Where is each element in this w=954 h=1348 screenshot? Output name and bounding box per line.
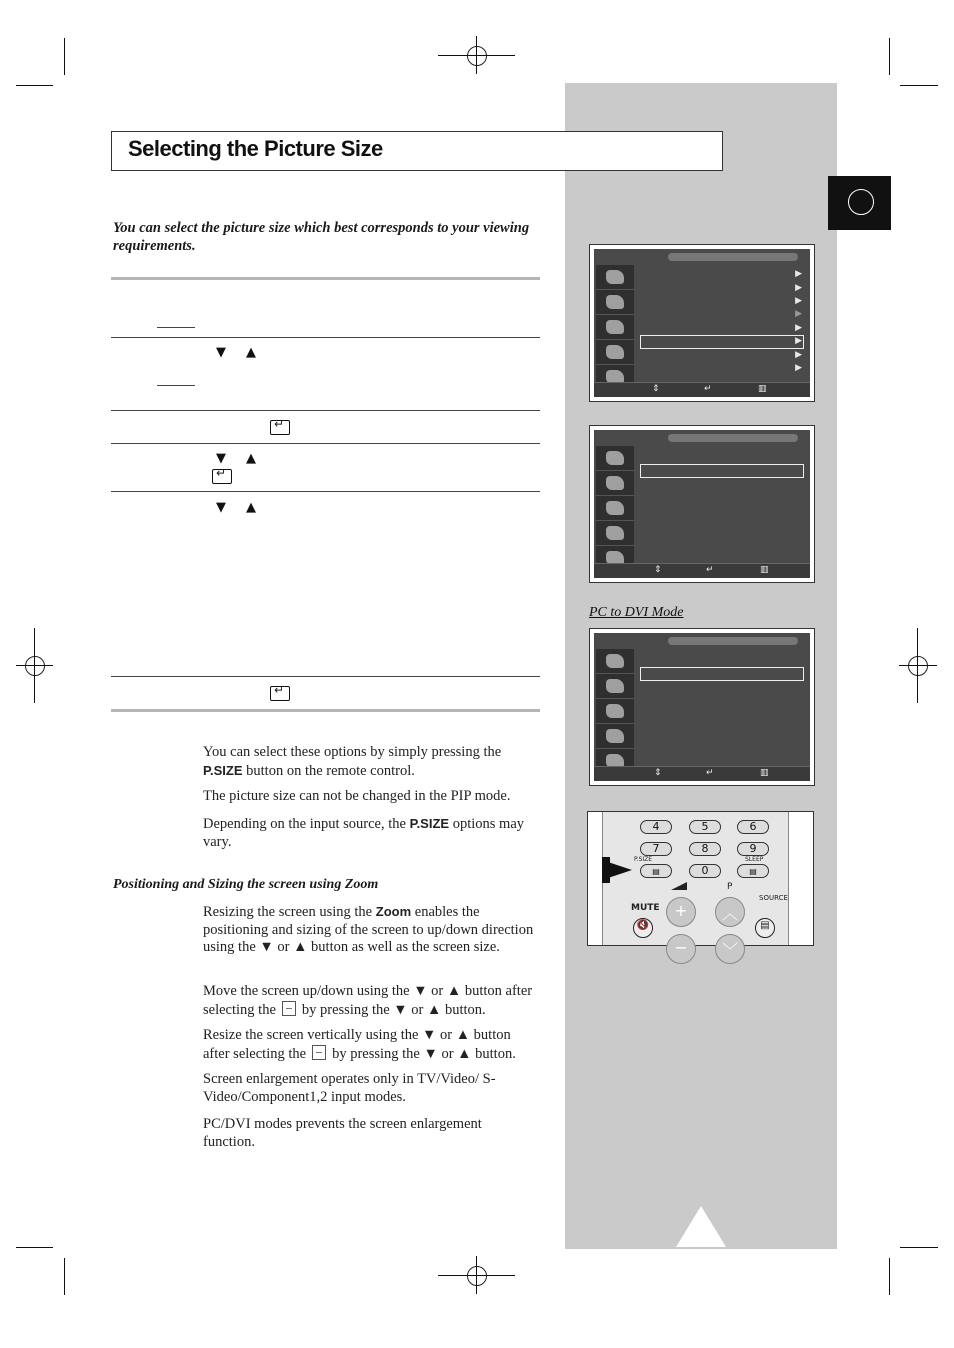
input-icon (596, 649, 634, 674)
sound-icon (596, 315, 634, 340)
registration-line (34, 628, 35, 703)
note-pip (203, 788, 538, 806)
osd-title-bar (668, 434, 798, 442)
step-divider (111, 443, 540, 444)
crop-mark (64, 1258, 65, 1295)
crop-mark (16, 1247, 53, 1248)
mute-label: MUTE (631, 903, 660, 913)
enter-nav-icon: ↵ (706, 565, 714, 575)
source-icon: ▤ (755, 918, 775, 938)
volume-down-button: − (666, 934, 696, 964)
mute-icon: 🔇 (633, 918, 653, 938)
zoom-text: enables the positioning and sizing of the screen to up/down direction using the ▼ or ▲ button as well as the screen size. (203, 904, 534, 955)
crop-mark (900, 85, 938, 86)
psize-label: P.SIZE (634, 856, 653, 863)
pointer-arrow-icon (602, 860, 632, 880)
osd-menu-arrow-icon: ▶ (795, 309, 802, 319)
osd-selected-row (640, 335, 804, 349)
up-arrow-icon: ▲ (246, 451, 256, 466)
resize-icon (312, 1045, 326, 1060)
down-arrow-icon: ▼ (216, 345, 226, 360)
osd-menu-arrow-icon: ▶ (795, 363, 802, 373)
osd-nav-bar (594, 382, 810, 397)
updown-icon: ⇕ (654, 565, 662, 575)
page-title: Selecting the Picture Size (128, 136, 383, 161)
osd-title-bar (668, 253, 798, 261)
crop-mark (64, 38, 65, 75)
registration-line (476, 1256, 477, 1294)
table-bottom-rule (111, 709, 540, 712)
crop-mark (900, 1247, 938, 1248)
sleep-key: ▤ (737, 864, 769, 878)
osd-screen-pc-dvi (589, 628, 815, 786)
osd-title-bar (668, 637, 798, 645)
osd-icon-column (596, 265, 634, 390)
key-9: 9 (737, 842, 769, 856)
registration-line (917, 628, 918, 703)
note-psize (203, 744, 538, 780)
key-6: 6 (737, 820, 769, 834)
note-text: You can select these options by simply pressing the (203, 744, 502, 760)
table-top-rule (111, 277, 540, 280)
step-divider (111, 410, 540, 411)
channel-down-button: ﹀ (715, 934, 745, 964)
zoom-p5: PC/DVI modes prevents the screen enlargement function. (203, 1116, 482, 1150)
osd-menu-arrow-icon: ▶ (795, 283, 802, 293)
enter-nav-icon: ↵ (704, 384, 712, 394)
tab-circle-icon (848, 189, 874, 215)
title-box (111, 131, 723, 171)
osd-icon-column (596, 446, 634, 571)
down-arrow-icon: ▼ (216, 451, 226, 466)
osd-selected-row (640, 464, 804, 478)
up-arrow-icon: ▲ (246, 345, 256, 360)
sound-icon (596, 496, 634, 521)
enter-icon (270, 686, 290, 701)
key-0: 0 (689, 864, 721, 878)
crop-mark (889, 1258, 890, 1295)
updown-icon: ⇕ (652, 384, 660, 394)
osd-inner (594, 430, 810, 578)
source-label: SOURCE (759, 894, 788, 902)
sleep-label: SLEEP (745, 856, 764, 863)
step-divider (111, 676, 540, 677)
exit-nav-icon: ▥ (760, 565, 769, 575)
zoom-text: Resize the screen vertically using the ▼ or ▲ button after selecting the (203, 1027, 511, 1062)
picture-icon (596, 290, 634, 315)
osd-screen-picture-menu (589, 244, 815, 402)
zoom-text: Resizing the screen using the (203, 904, 376, 920)
key-8: 8 (689, 842, 721, 856)
step-divider (111, 337, 540, 338)
note-text: The picture size can not be changed in the PIP mode. (203, 788, 511, 804)
volume-up-button: + (666, 897, 696, 927)
osd-inner (594, 633, 810, 781)
note-text: button on the remote control. (242, 762, 415, 779)
exit-nav-icon: ▥ (760, 768, 769, 778)
updown-icon: ⇕ (654, 768, 662, 778)
channel-icon (596, 521, 634, 546)
zoom-p2 (203, 983, 538, 1019)
picture-icon (596, 471, 634, 496)
remote-control-illustration (587, 811, 814, 960)
osd-nav-bar (594, 563, 810, 578)
osd-icon-column (596, 649, 634, 774)
step-divider (111, 491, 540, 492)
move-position-icon (282, 1001, 296, 1016)
registration-mark (25, 656, 45, 676)
exit-nav-icon: ▥ (758, 384, 767, 394)
channel-icon (596, 724, 634, 749)
down-arrow-icon: ▼ (216, 500, 226, 515)
zoom-p3 (203, 1027, 538, 1063)
zoom-p4: Screen enlargement operates only in TV/Video/ S-Video/Component1,2 input modes. (203, 1071, 496, 1105)
zoom-heading: Positioning and Sizing the screen using Zoom (113, 877, 379, 892)
note-text: options may vary. (203, 816, 525, 850)
zoom-p1 (203, 903, 538, 957)
osd-nav-bar (594, 766, 810, 781)
zoom-bold: Zoom (375, 904, 412, 919)
osd-inner (594, 249, 810, 397)
p-label: P (727, 882, 733, 892)
pc-dvi-caption: PC to DVI Mode (589, 605, 684, 620)
note-bold: P.SIZE (203, 762, 243, 778)
note-text: Depending on the input source, the (203, 816, 410, 832)
key-5: 5 (689, 820, 721, 834)
psize-key: ▤ (640, 864, 672, 878)
key-4: 4 (640, 820, 672, 834)
zoom-text: by pressing the ▼ or ▲ button. (332, 1045, 516, 1062)
volume-wedge-icon (671, 882, 687, 890)
page-corner-triangle (676, 1206, 726, 1247)
osd-menu-arrow-icon: ▶ (795, 323, 802, 333)
registration-mark (908, 656, 928, 676)
input-icon (596, 446, 634, 471)
registration-mark (467, 46, 487, 66)
enter-nav-icon: ↵ (706, 768, 714, 778)
registration-line (476, 36, 477, 74)
osd-menu-arrow-icon: ▶ (795, 350, 802, 360)
zoom-text: Move the screen up/down using the ▼ or ▲ button after selecting the (203, 983, 533, 1018)
registration-mark (467, 1266, 487, 1286)
step-underline (157, 327, 195, 328)
note-bold: P.SIZE (409, 816, 450, 831)
crop-mark (889, 38, 890, 75)
up-arrow-icon: ▲ (246, 500, 256, 515)
registration-line (899, 665, 937, 666)
osd-selected-row (640, 667, 804, 681)
osd-menu-arrow-icon: ▶ (795, 269, 802, 279)
key-7: 7 (640, 842, 672, 856)
osd-menu-arrow-icon: ▶ (795, 336, 802, 346)
enter-icon (212, 469, 232, 484)
note-input-source (203, 815, 538, 851)
osd-menu-arrow-icon: ▶ (795, 296, 802, 306)
enter-icon (270, 420, 290, 435)
language-tab (828, 176, 891, 230)
channel-icon (596, 340, 634, 365)
intro-text: You can select the picture size which best corresponds to your viewing requirements. (113, 220, 530, 254)
osd-screen-size-menu (589, 425, 815, 583)
crop-mark (16, 85, 53, 86)
sound-icon (596, 699, 634, 724)
input-icon (596, 265, 634, 290)
zoom-text: by pressing the ▼ or ▲ button. (301, 1001, 486, 1018)
step-underline (157, 385, 195, 386)
channel-up-button: ︿ (715, 897, 745, 927)
picture-icon (596, 674, 634, 699)
